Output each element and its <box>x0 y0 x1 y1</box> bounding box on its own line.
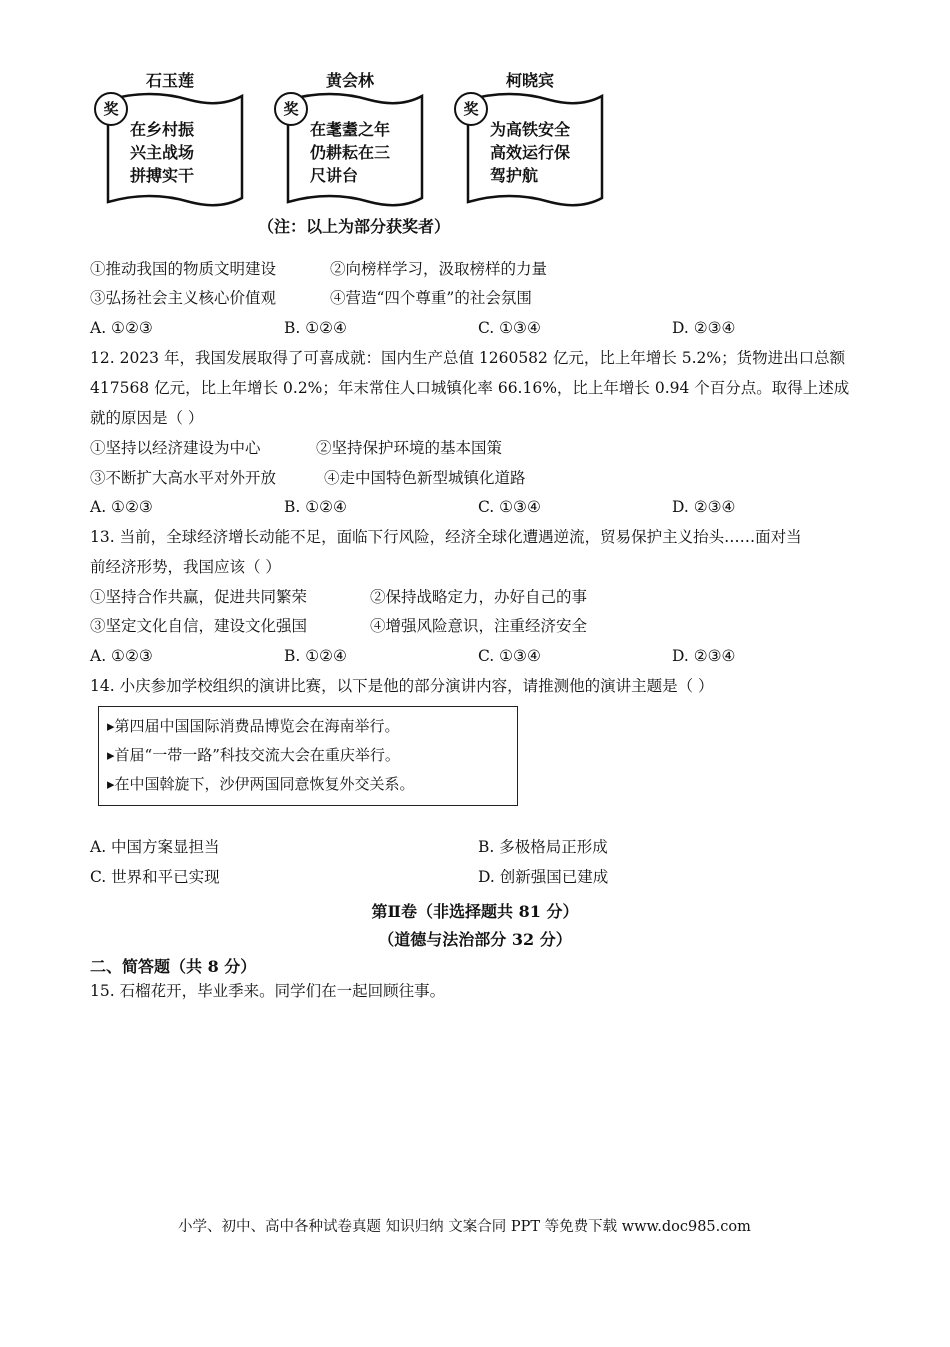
q11-option-c: C. ①③④ <box>478 319 541 337</box>
awards-note: （注：以上为部分获奖者） <box>258 217 451 236</box>
q11-statement-2: ②向榜样学习，汲取榜样的力量 <box>330 260 548 278</box>
q13-statement-4: ④增强风险意识，注重经济安全 <box>370 617 588 635</box>
award-badge: 奖 <box>94 92 128 126</box>
q12-option-d: D. ②③④ <box>672 498 736 516</box>
award-name: 黄会林 <box>325 71 374 90</box>
q12-stem-line-3: 就的原因是（ ） <box>90 409 204 427</box>
q14-option-a: A. 中国方案显担当 <box>90 838 220 856</box>
q11-option-d: D. ②③④ <box>672 319 736 337</box>
q12-statement-1: ①坚持以经济建设为中心 <box>90 439 261 457</box>
q13-statement-1: ①坚持合作共赢，促进共同繁荣 <box>90 588 308 606</box>
section-heading: 二、简答题（共 8 分） <box>90 957 257 976</box>
q13-option-c: C. ①③④ <box>478 647 541 665</box>
q12-option-b: B. ①②④ <box>284 498 347 516</box>
speech-item: ▸在中国斡旋下，沙伊两国同意恢复外交关系。 <box>107 775 415 793</box>
q14-option-b: B. 多极格局正形成 <box>478 838 608 856</box>
q12-option-c: C. ①③④ <box>478 498 541 516</box>
q12-stem-line-1: 12. 2023 年，我国发展取得了可喜成就：国内生产总值 1260582 亿元，比上年增长 5.2%；货物进出口总额 <box>90 349 846 367</box>
q12-statement-2: ②坚持保护环境的基本国策 <box>316 439 503 457</box>
q11-option-b: B. ①②④ <box>284 319 347 337</box>
q14-option-d: D. 创新强国已建成 <box>478 868 609 886</box>
q11-statement-1: ①推动我国的物质文明建设 <box>90 260 277 278</box>
q12-stem-line-2: 417568 亿元，比上年增长 0.2%；年末常住人口城镇化率 66.16%，比上年增长 0.94 个百分点。取得上述成 <box>90 379 850 397</box>
award-badge: 奖 <box>454 92 488 126</box>
award-text: 为高铁安全 高效运行保 驾护航 <box>490 120 571 185</box>
q13-option-a: A. ①②③ <box>90 647 153 665</box>
q14-stem: 14. 小庆参加学校组织的演讲比赛，以下是他的部分演讲内容，请推测他的演讲主题是（ ） <box>90 677 714 695</box>
award-name: 柯晓宾 <box>505 71 554 90</box>
q13-stem-line-2: 前经济形势，我国应该（ ） <box>90 558 281 576</box>
q13-option-b: B. ①②④ <box>284 647 347 665</box>
award-card <box>90 68 250 218</box>
speech-content-box <box>98 706 518 806</box>
q13-statement-3: ③坚定文化自信，建设文化强国 <box>90 617 308 635</box>
award-card <box>450 68 610 218</box>
part-title: 第Ⅱ卷（非选择题共 81 分） <box>371 902 579 921</box>
q11-statement-3: ③弘扬社会主义核心价值观 <box>90 289 277 307</box>
q15-stem: 15. 石榴花开，毕业季来。同学们在一起回顾往事。 <box>90 982 446 1000</box>
q12-statement-4: ④走中国特色新型城镇化道路 <box>324 469 526 487</box>
q11-option-a: A. ①②③ <box>90 319 153 337</box>
page-footer: 小学、初中、高中各种试卷真题 知识归纳 文案合同 PPT 等免费下载 www.doc985.com <box>178 1219 751 1235</box>
speech-item: ▸第四届中国国际消费品博览会在海南举行。 <box>107 717 400 735</box>
q12-statement-3: ③不断扩大高水平对外开放 <box>90 469 277 487</box>
q12-option-a: A. ①②③ <box>90 498 153 516</box>
award-card <box>270 68 430 218</box>
q13-stem-line-1: 13. 当前，全球经济增长动能不足，面临下行风险，经济全球化遭遇逆流，贸易保护主义抬头……面对当 <box>90 528 802 546</box>
speech-item: ▸首届“一带一路”科技交流大会在重庆举行。 <box>107 746 400 764</box>
q11-statement-4: ④营造“四个尊重”的社会氛围 <box>330 289 532 307</box>
q13-statement-2: ②保持战略定力，办好自己的事 <box>370 588 588 606</box>
award-text: 在乡村振 兴主战场 拼搏实干 <box>130 120 195 185</box>
award-name: 石玉莲 <box>145 71 194 90</box>
q14-option-c: C. 世界和平已实现 <box>90 868 220 886</box>
part-subtitle: （道德与法治部分 32 分） <box>378 930 572 949</box>
award-text: 在耄耋之年 仍耕耘在三 尺讲台 <box>310 120 391 185</box>
q13-option-d: D. ②③④ <box>672 647 736 665</box>
award-badge: 奖 <box>274 92 308 126</box>
